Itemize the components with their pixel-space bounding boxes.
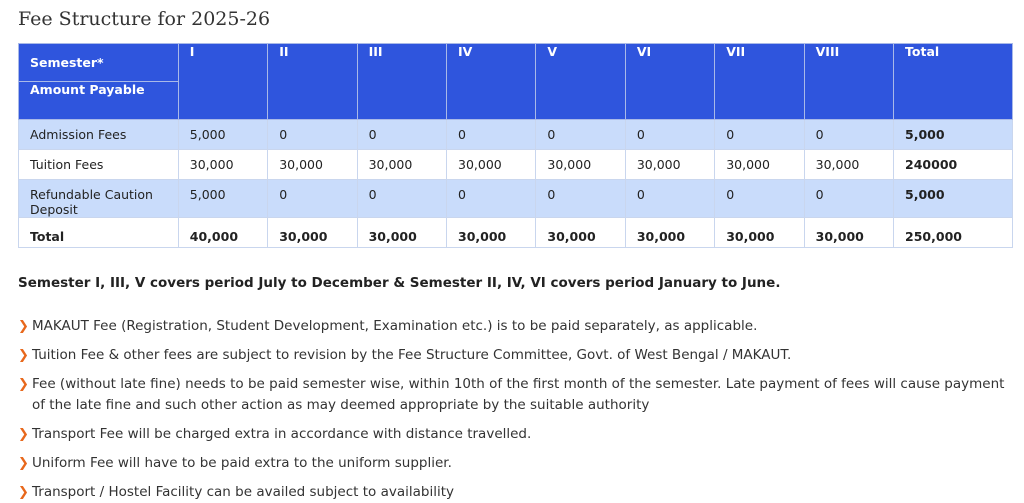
cell: 30,000 <box>715 218 804 248</box>
header-semester-8: VIII <box>804 44 893 120</box>
cell: 30,000 <box>268 150 357 180</box>
row-label: Tuition Fees <box>19 150 179 180</box>
cell: 30,000 <box>357 150 446 180</box>
cell: 0 <box>715 120 804 150</box>
cell: 0 <box>268 180 357 218</box>
cell: 30,000 <box>625 218 714 248</box>
list-item <box>18 453 1008 474</box>
list-item-text: Tuition Fee & other fees are subject to revision by the Fee Structure Committee, Govt. of West Bengal / MAKAUT. <box>32 347 792 363</box>
row-label: Total <box>19 218 179 248</box>
fee-structure-table <box>18 43 1013 248</box>
page-title: Fee Structure for 2025-26 <box>18 8 271 30</box>
list-item <box>18 316 1008 337</box>
grand-total: 250,000 <box>894 218 1013 248</box>
table-row <box>19 180 1013 218</box>
list-item <box>18 345 1008 366</box>
list-item-text: Transport / Hostel Facility can be availed subject to availability <box>32 484 455 500</box>
header-amount-payable: Amount Payable <box>19 82 179 120</box>
chevron-right-icon: ❯ <box>18 456 29 471</box>
row-total: 5,000 <box>894 180 1013 218</box>
cell: 0 <box>447 180 536 218</box>
table-row <box>19 120 1013 150</box>
cell: 30,000 <box>804 150 893 180</box>
cell: 0 <box>625 120 714 150</box>
cell: 5,000 <box>178 180 267 218</box>
cell: 0 <box>625 180 714 218</box>
cell: 0 <box>357 120 446 150</box>
header-semester-4: IV <box>447 44 536 120</box>
cell: 30,000 <box>536 150 625 180</box>
header-semester-6: VI <box>625 44 714 120</box>
cell: 0 <box>357 180 446 218</box>
list-item-text: Transport Fee will be charged extra in accordance with distance travelled. <box>32 426 532 442</box>
cell: 30,000 <box>447 218 536 248</box>
cell: 40,000 <box>178 218 267 248</box>
cell: 0 <box>715 180 804 218</box>
row-label: Admission Fees <box>19 120 179 150</box>
header-semester-5: V <box>536 44 625 120</box>
row-total: 240000 <box>894 150 1013 180</box>
row-total: 5,000 <box>894 120 1013 150</box>
cell: 0 <box>804 180 893 218</box>
cell: 0 <box>536 120 625 150</box>
table-row <box>19 150 1013 180</box>
list-item <box>18 424 1008 445</box>
chevron-right-icon: ❯ <box>18 319 29 334</box>
list-item-text: MAKAUT Fee (Registration, Student Development, Examination etc.) is to be paid separately, as applicable. <box>32 318 758 334</box>
header-total: Total <box>894 44 1013 120</box>
header-semester-3: III <box>357 44 446 120</box>
cell: 0 <box>268 120 357 150</box>
list-item <box>18 374 1008 416</box>
cell: 30,000 <box>804 218 893 248</box>
cell: 0 <box>447 120 536 150</box>
header-semester-7: VII <box>715 44 804 120</box>
fee-notes-list <box>18 316 1008 503</box>
cell: 30,000 <box>178 150 267 180</box>
semester-period-note: Semester I, III, V covers period July to December & Semester II, IV, VI covers period January to June. <box>18 275 781 291</box>
cell: 30,000 <box>357 218 446 248</box>
cell: 30,000 <box>536 218 625 248</box>
cell: 0 <box>804 120 893 150</box>
header-semester-1: I <box>178 44 267 120</box>
header-semester: Semester* <box>19 44 179 82</box>
cell: 30,000 <box>447 150 536 180</box>
list-item <box>18 482 1008 503</box>
cell: 0 <box>536 180 625 218</box>
cell: 30,000 <box>268 218 357 248</box>
chevron-right-icon: ❯ <box>18 348 29 363</box>
cell: 30,000 <box>715 150 804 180</box>
list-item-text: Uniform Fee will have to be paid extra to the uniform supplier. <box>32 455 452 471</box>
cell: 30,000 <box>625 150 714 180</box>
row-label: Refundable Caution Deposit <box>19 180 179 218</box>
header-semester-2: II <box>268 44 357 120</box>
chevron-right-icon: ❯ <box>18 485 29 500</box>
cell: 5,000 <box>178 120 267 150</box>
chevron-right-icon: ❯ <box>18 427 29 442</box>
list-item-text: Fee (without late fine) needs to be paid semester wise, within 10th of the first month of the semester. Late payment of fees will cause payment of the late fine and such other action as may deemed appropriate by the suitable authority <box>32 376 1005 413</box>
total-row <box>19 218 1013 248</box>
chevron-right-icon: ❯ <box>18 377 29 392</box>
